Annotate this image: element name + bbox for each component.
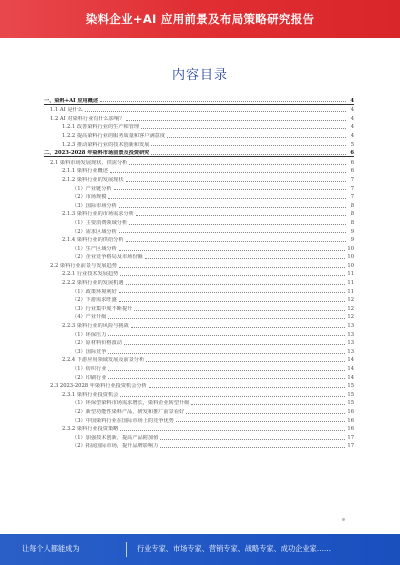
- toc-leader-dots: [119, 250, 346, 251]
- toc-entry-page: 17: [347, 443, 354, 450]
- toc-entry-label: 1.2.1 改善染料行业的生产和管理: [62, 124, 140, 131]
- toc-leader-dots: [160, 447, 345, 448]
- toc-entry[interactable]: [44, 277, 354, 286]
- toc-entry-label: （2）原材料价格波动: [72, 340, 122, 347]
- toc-entry[interactable]: [44, 312, 354, 321]
- toc-entry-label: 2.1.1 染料行业概述: [62, 168, 108, 175]
- toc-entry-label: （1）环保型染料市场需求增长，染料企业转型升级: [72, 400, 190, 407]
- footer-banner: [0, 534, 400, 565]
- toc-leader-dots: [110, 172, 346, 173]
- toc-entry-page: 13: [347, 323, 354, 330]
- table-of-contents: [44, 95, 354, 449]
- toc-entry-page: 6: [350, 159, 354, 166]
- footer-divider: [126, 542, 127, 557]
- toc-entry-label: （2）企业竞争格局及市场份额: [72, 254, 143, 261]
- toc-leader-dots: [119, 232, 346, 233]
- toc-entry-page: 10: [347, 254, 354, 261]
- toc-entry[interactable]: [44, 130, 354, 139]
- toc-leader-dots: [85, 111, 346, 112]
- toc-entry[interactable]: [44, 329, 354, 338]
- toc-entry-label: （2）需求区域分析: [72, 228, 117, 235]
- toc-entry-page: 7: [350, 194, 354, 201]
- toc-entry[interactable]: [44, 398, 354, 407]
- toc-entry[interactable]: [44, 295, 354, 304]
- toc-entry[interactable]: [44, 252, 354, 261]
- footer-slogan-left: 让每个人都能成为: [22, 544, 80, 553]
- toc-leader-dots: [108, 335, 345, 336]
- toc-leader-dots: [119, 267, 345, 268]
- toc-leader-dots: [149, 387, 346, 388]
- toc-leader-dots: [120, 430, 345, 431]
- toc-leader-dots: [129, 224, 346, 225]
- toc-leader-dots: [167, 137, 346, 138]
- toc-entry[interactable]: [44, 260, 354, 269]
- toc-entry-page: 16: [347, 408, 354, 415]
- toc-entry-page: 12: [347, 297, 354, 304]
- toc-leader-dots: [141, 128, 346, 129]
- page-dot-icon: [342, 518, 345, 521]
- toc-entry-page: 13: [347, 340, 354, 347]
- toc-entry-label: （1）主要消费领域分析: [72, 219, 128, 226]
- toc-leader-dots: [145, 258, 346, 259]
- toc-entry-page: 16: [347, 417, 354, 424]
- toc-entry-page: 12: [347, 305, 354, 312]
- toc-entry-page: 16: [347, 426, 354, 433]
- toc-entry-label: 1.2 AI 对染料行业有什么影响？: [50, 115, 125, 122]
- toc-leader-dots: [108, 198, 346, 199]
- toc-entry[interactable]: [44, 148, 354, 158]
- toc-leader-dots: [126, 284, 346, 285]
- toc-entry[interactable]: [44, 303, 354, 312]
- toc-entry[interactable]: [44, 424, 354, 433]
- toc-entry[interactable]: [44, 320, 354, 329]
- toc-entry-page: 8: [350, 211, 354, 218]
- toc-entry[interactable]: [44, 183, 354, 192]
- toc-entry-page: 5: [350, 141, 354, 148]
- toc-entry[interactable]: [44, 209, 354, 218]
- toc-entry-label: （4）产业升级: [72, 314, 107, 321]
- toc-entry[interactable]: [44, 174, 354, 183]
- toc-leader-dots: [108, 318, 345, 319]
- toc-leader-dots: [108, 370, 345, 371]
- toc-entry[interactable]: [44, 355, 354, 364]
- toc-entry[interactable]: [44, 346, 354, 355]
- toc-leader-dots: [160, 439, 345, 440]
- toc-entry[interactable]: [44, 338, 354, 347]
- toc-entry-page: 11: [347, 280, 354, 287]
- toc-entry-label: 2.2.4 下游应用领域发展及前景分析: [62, 357, 145, 364]
- toc-entry-label: （1）环保压力: [72, 331, 107, 338]
- toc-entry[interactable]: [44, 235, 354, 244]
- toc-leader-dots: [124, 344, 345, 345]
- toc-entry[interactable]: [44, 269, 354, 278]
- footer-slogan-right: 行业专家、市场专家、营销专家、战略专家、成功企业家……: [137, 544, 332, 553]
- toc-leader-dots: [151, 154, 346, 155]
- toc-entry-page: 6: [350, 168, 354, 175]
- toc-entry-page: 15: [347, 383, 354, 390]
- report-header-banner: [0, 0, 400, 38]
- toc-entry-label: （1）纺织行业: [72, 366, 107, 372]
- toc-entry-label: 2.1.2 染料行业的发展现状: [62, 176, 124, 183]
- toc-entry[interactable]: [44, 286, 354, 295]
- toc-leader-dots: [120, 275, 345, 276]
- toc-entry-page: 13: [347, 348, 354, 355]
- toc-leader-dots: [108, 378, 345, 379]
- toc-entry[interactable]: [44, 122, 354, 131]
- toc-entry[interactable]: [44, 381, 354, 390]
- toc-leader-dots: [191, 404, 345, 405]
- toc-leader-dots: [119, 292, 346, 293]
- toc-entry-page: 11: [347, 271, 354, 278]
- toc-entry-label: （2）拓展国际市场，提升品牌影响力: [72, 443, 159, 450]
- toc-leader-dots: [114, 189, 346, 190]
- toc-entry-label: 2.1.3 染料行业的市场需求分析: [62, 211, 134, 218]
- toc-entry-label: 一、染料+AI 应用概述: [44, 97, 99, 104]
- toc-entry-page: 12: [347, 314, 354, 321]
- toc-entry[interactable]: [44, 139, 354, 148]
- toc-entry-page: 10: [347, 245, 354, 252]
- toc-entry-page: 4: [350, 97, 354, 104]
- toc-leader-dots: [176, 421, 346, 422]
- toc-entry-page: 10: [347, 262, 354, 269]
- toc-entry-label: 1.2.3 推动染料行业的技术创新和发展: [62, 141, 150, 148]
- toc-entry-page: 7: [350, 185, 354, 192]
- toc-entry-page: 9: [350, 237, 354, 244]
- toc-leader-dots: [100, 101, 346, 102]
- toc-leader-dots: [129, 164, 346, 165]
- toc-entry[interactable]: [44, 363, 354, 372]
- toc-entry-label: （2）下游需求旺盛: [72, 297, 117, 304]
- toc-entry-label: 2.2 染料行业前景与发展趋势: [50, 262, 117, 269]
- toc-entry-label: 1.2.2 提高染料行业的服务质量和客户满意度: [62, 132, 166, 139]
- toc-entry-label: 2.2.1 行业技术发展趋势: [62, 271, 119, 278]
- toc-entry[interactable]: [44, 406, 354, 415]
- toc-entry-label: （2）新型功能性染料产品，研发和推广前景看好: [72, 408, 185, 415]
- toc-entry-label: （1）生产区域分析: [72, 245, 117, 252]
- toc-entry-page: 13: [347, 331, 354, 338]
- toc-entry-label: 二、2023-2028 年染料市场前景及投资研究: [44, 150, 150, 157]
- toc-entry-label: （1）政策环境利好: [72, 288, 117, 295]
- toc-entry-page: 14: [347, 366, 354, 372]
- toc-leader-dots: [126, 241, 346, 242]
- toc-entry-label: 2.1 染料市场发展现状、供需分析: [50, 159, 128, 166]
- toc-entry[interactable]: [44, 113, 354, 122]
- toc-entry-page: 9: [350, 228, 354, 235]
- toc-leader-dots: [119, 207, 346, 208]
- toc-entry-label: 2.3.1 染料行业投资机会: [62, 391, 119, 398]
- toc-entry-label: （3）国际竞争: [72, 348, 107, 355]
- toc-entry-label: 2.1.4 染料行业的供给分析: [62, 237, 124, 244]
- toc-leader-dots: [136, 215, 346, 216]
- report-title: 染料企业+AI 应用前景及布局策略研究报告: [85, 12, 315, 26]
- toc-leader-dots: [134, 310, 345, 311]
- toc-entry-page: 4: [350, 132, 354, 139]
- toc-entry[interactable]: [44, 441, 354, 450]
- toc-entry[interactable]: [44, 432, 354, 441]
- toc-entry[interactable]: [44, 226, 354, 235]
- toc-leader-dots: [126, 120, 346, 121]
- toc-entry-page: 4: [350, 107, 354, 114]
- toc-entry[interactable]: [44, 415, 354, 424]
- toc-leader-dots: [131, 327, 346, 328]
- toc-entry-label: （2）市场规模: [72, 194, 107, 201]
- toc-entry-label: （3）行业集中度不断提升: [72, 305, 133, 312]
- toc-entry-label: （3）国际市场分析: [72, 202, 117, 209]
- toc-entry-page: 6: [350, 150, 354, 157]
- toc-entry[interactable]: [44, 389, 354, 398]
- toc-entry[interactable]: [44, 372, 354, 381]
- toc-entry-label: 1.1 AI 是什么: [50, 107, 83, 114]
- toc-leader-dots: [151, 145, 346, 146]
- toc-entry-page: 8: [350, 219, 354, 226]
- toc-entry-label: （3）中国染料行业在国际市场上的竞争优势: [72, 417, 174, 424]
- toc-entry-page: 8: [350, 202, 354, 209]
- toc-entry-label: 2.3.2 染料行业投资策略: [62, 426, 119, 433]
- toc-entry[interactable]: [44, 105, 354, 114]
- toc-entry-label: （1）产业链分析: [72, 185, 112, 192]
- toc-heading: 内容目录: [171, 68, 228, 83]
- toc-entry[interactable]: [44, 192, 354, 201]
- toc-entry-label: 2.3 2023-2028 年染料行业投资机会分析: [50, 383, 147, 390]
- toc-entry-page: 7: [350, 176, 354, 183]
- toc-entry-page: 15: [347, 391, 354, 398]
- toc-leader-dots: [119, 301, 346, 302]
- toc-leader-dots: [186, 413, 345, 414]
- toc-entry-page: 17: [347, 434, 354, 441]
- toc-entry-page: 14: [347, 357, 354, 364]
- toc-entry-page: 15: [347, 400, 354, 407]
- toc-entry-label: （2）印刷行业: [72, 374, 107, 381]
- toc-entry-label: 2.2.3 染料行业的风险与挑战: [62, 323, 129, 330]
- toc-leader-dots: [108, 353, 345, 354]
- toc-entry[interactable]: [44, 95, 354, 105]
- toc-leader-dots: [126, 181, 346, 182]
- toc-entry-page: 14: [347, 374, 354, 381]
- toc-entry-page: 11: [347, 288, 354, 295]
- toc-leader-dots: [146, 361, 345, 362]
- toc-entry[interactable]: [44, 200, 354, 209]
- toc-entry-label: （1）加强技术创新，提高产品附加值: [72, 434, 159, 441]
- toc-entry[interactable]: [44, 217, 354, 226]
- toc-entry-label: 2.2.2 染料行业的发展机遇: [62, 280, 124, 287]
- toc-entry-page: 4: [350, 115, 354, 122]
- toc-leader-dots: [120, 396, 345, 397]
- toc-entry-page: 4: [350, 124, 354, 131]
- toc-entry[interactable]: [44, 166, 354, 175]
- toc-entry[interactable]: [44, 243, 354, 252]
- toc-entry[interactable]: [44, 157, 354, 166]
